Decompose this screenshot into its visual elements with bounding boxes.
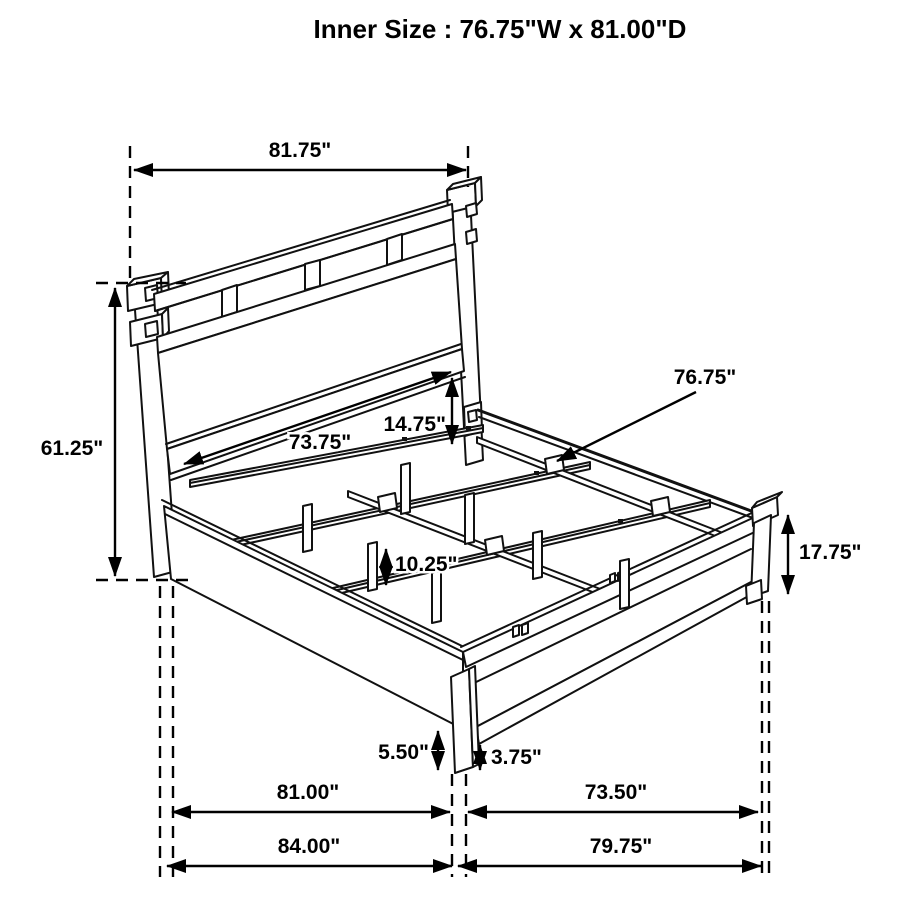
dim-slat-leg-height-label: 10.25" bbox=[395, 553, 458, 576]
dim-footboard-leg-height-label: 3.75" bbox=[491, 746, 542, 769]
dim-inner-depth bbox=[172, 781, 450, 812]
footboard bbox=[451, 492, 782, 773]
dim-slat-length bbox=[557, 366, 736, 461]
dim-headboard-to-slat-label: 14.75" bbox=[383, 413, 446, 436]
dim-rail-clearance bbox=[378, 731, 438, 770]
dim-inner-depth-label: 81.00" bbox=[276, 781, 340, 804]
dim-overall-depth bbox=[167, 835, 452, 866]
dim-headboard-inner-width-label: 73.75" bbox=[288, 431, 352, 454]
dim-footboard-leg-height bbox=[480, 745, 542, 770]
diagram-title: Inner Size : 76.75"W x 81.00"D bbox=[313, 14, 687, 44]
dim-overall-depth-label: 84.00" bbox=[277, 835, 341, 858]
dim-headboard-height-label: 61.25" bbox=[40, 437, 104, 460]
dim-footboard-height-label: 17.75" bbox=[799, 541, 862, 564]
dim-rail-clearance-label: 5.50" bbox=[378, 741, 429, 764]
dim-inner-width-floor bbox=[468, 781, 758, 812]
dim-footboard-height bbox=[788, 515, 862, 594]
dim-overall-width bbox=[458, 835, 761, 866]
bed-frame-drawing bbox=[127, 177, 782, 773]
dim-inner-width-floor-label: 73.50" bbox=[584, 781, 648, 804]
dim-slat-length-label: 76.75" bbox=[673, 366, 737, 389]
dim-overall-width-label: 79.75" bbox=[589, 835, 653, 858]
dim-headboard-width-label: 81.75" bbox=[268, 139, 332, 162]
